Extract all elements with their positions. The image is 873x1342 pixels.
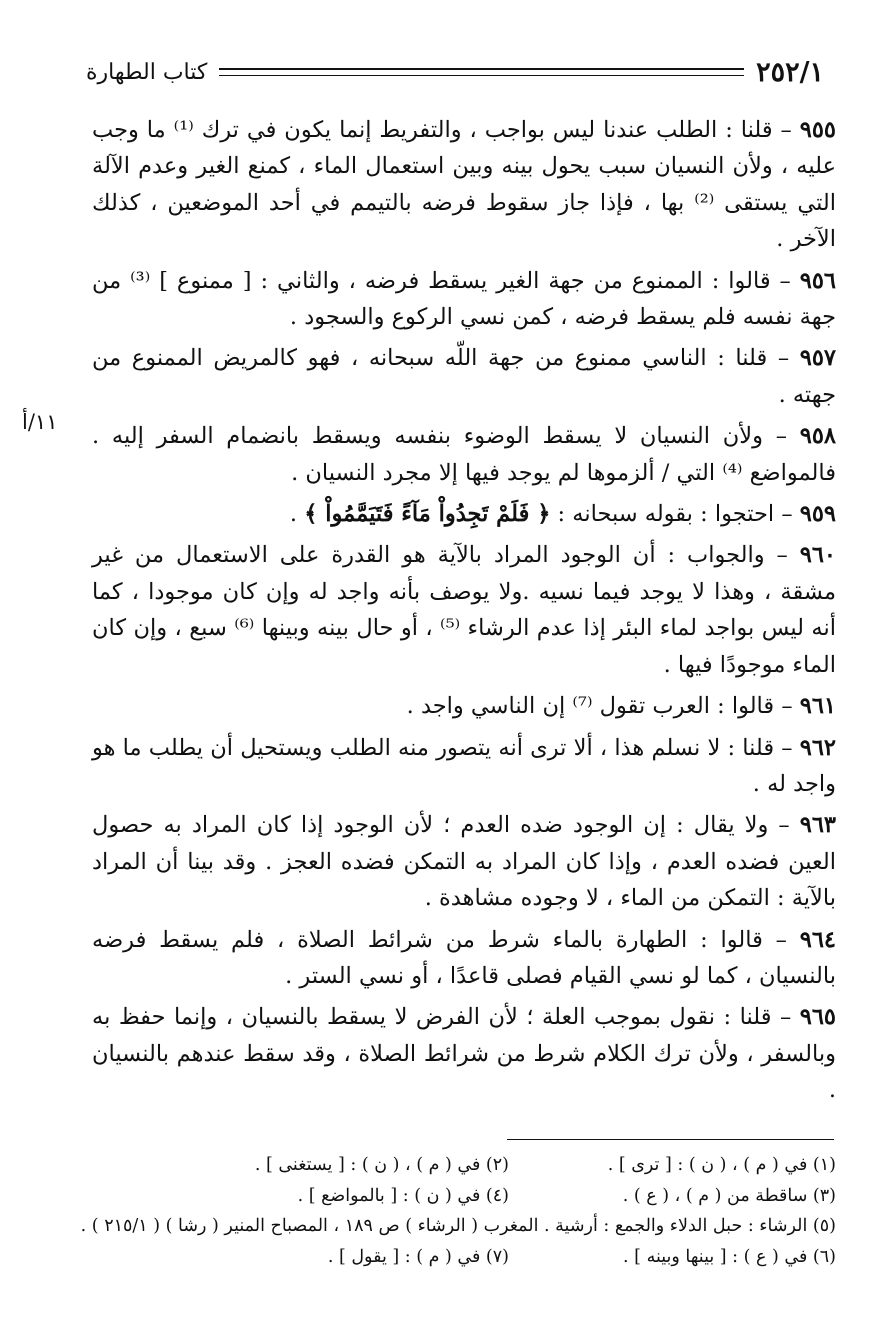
book-title: كتاب الطهارة — [86, 59, 208, 85]
footnote-7: (٧) في ( م ) : [ يقول ] . — [327, 1246, 509, 1267]
footnote-6: (٦) في ( ع ) : [ بينها وبينه ] . — [623, 1246, 836, 1267]
paragraph-text: – ولأن النسيان لا يسقط الوضوء بنفسه ويسقط بانضمام السفر إليه . فالمواضع ⁽⁴⁾ التي / ألزموها لم يوجد فيها إلا مجرد النسيان . — [92, 423, 836, 486]
paragraph-964 — [92, 922, 836, 995]
paragraph-text: – والجواب : أن الوجود المراد بالآية هو القدرة على الاستعمال من غير مشقة ، وهذا لا يوجد فيما نسيه .ولا يوصف بأنه واجد له وإن كان موجودا ، كما أنه ليس بواجد لماء البئر إذا عدم الرشاء ⁽⁵⁾ ، أو حال بينه وبينها ⁽⁶⁾ سبع ، وإن كان الماء موجودًا فيها . — [92, 542, 837, 678]
footnote-row — [80, 1211, 836, 1242]
footnote-row — [100, 1242, 836, 1273]
paragraph-number: ٩٥٨ — [799, 423, 836, 450]
main-text — [92, 112, 836, 1114]
footnote-1: (١) في ( م ) ، ( ن ) : [ ترى ] . — [607, 1155, 836, 1175]
paragraph-965 — [92, 999, 836, 1108]
paragraph-tail: . — [289, 501, 305, 528]
paragraph-number: ٩٦١ — [799, 693, 836, 720]
paragraph-text: – قلنا : لا نسلم هذا ، ألا ترى أنه يتصور منه الطلب ويستحيل أن يطلب ما هو واجد له . — [92, 734, 836, 797]
paragraph-number: ٩٦٠ — [799, 542, 836, 569]
paragraph-text: – احتجوا : بقوله سبحانه : — [550, 501, 800, 528]
paragraph-962 — [92, 730, 836, 803]
header-rule — [219, 68, 744, 76]
paragraph-956 — [92, 263, 836, 336]
paragraph-957 — [92, 340, 836, 413]
footnotes — [80, 1150, 836, 1272]
paragraph-960 — [92, 537, 836, 683]
page-number: ٢٥٢/١ — [756, 56, 824, 88]
paragraph-text: – قلنا : الطلب عندنا ليس بواجب ، والتفريط إنما يكون في ترك ⁽¹⁾ ما وجب عليه ، ولأن النسيان سبب يحول بينه وبين استعمال الماء ، كمنع الغير وعدم الآلة التي يستقى ⁽²⁾ بها ، فإذا جاز سقوط فرضه بالتيمم في أحد الموضعين ، كذلك الآخر . — [92, 117, 836, 253]
footnote-5: (٥) الرشاء : حبل الدلاء والجمع : أرشية . المغرب ( الرشاء ) ص ١٨٩ ، المصباح المنير ( رشا ) ( ٢١٥/١ ) . — [80, 1216, 836, 1236]
paragraph-text: – قلنا : الناسي ممنوع من جهة اللّه سبحانه ، فهو كالمريض الممنوع من جهته . — [92, 345, 836, 408]
paragraph-963 — [92, 807, 836, 916]
paragraph-961 — [92, 688, 836, 724]
paragraph-number: ٩٦٣ — [799, 812, 836, 839]
paragraph-number: ٩٥٥ — [799, 117, 836, 143]
paragraph-text: – ولا يقال : إن الوجود ضده العدم ؛ لأن الوجود إذا كان المراد به حصول العين فضده العدم ، وإذا كان المراد به التمكن فضده العجز . وقد بينا أن المراد بالآية : التمكن من الماء ، لا وجوده مشاهدة . — [92, 812, 836, 912]
quran-verse: ﴿ فَلَمْ تَجِدُواْ مَآءً فَتَيَمَّمُواْ ﴾ — [304, 501, 551, 528]
paragraph-959 — [92, 496, 836, 532]
footnote-3: (٣) ساقطة من ( م ) ، ( ع ) . — [622, 1185, 836, 1206]
paragraph-number: ٩٥٦ — [799, 267, 837, 294]
paragraph-text: – قالوا : الممنوع من جهة الغير يسقط فرضه ، والثاني : [ ممنوع ] ⁽³⁾ من جهة نفسه فلم يسقط فرضه ، كمن نسي الركوع والسجود . — [92, 267, 836, 331]
margin-folio-note: ١١/أ — [22, 410, 58, 434]
paragraph-text: – قالوا : الطهارة بالماء شرط من شرائط الصلاة ، فلم يسقط فرضه بالنسيان ، كما لو نسي القيام فصلى قاعدًا ، أو نسي الستر . — [92, 926, 836, 989]
paragraph-number: ٩٦٥ — [799, 1004, 836, 1031]
paragraph-955 — [92, 112, 836, 258]
footnote-rule — [507, 1139, 834, 1140]
paragraph-text: – قلنا : نقول بموجب العلة ؛ لأن الفرض لا يسقط بالنسيان ، وإنما حفظ به وبالسفر ، ولأن ترك الكلام شرط من شرائط الصلاة ، وقد سقط عندهم بالنسيان . — [92, 1004, 836, 1104]
paragraph-text: – قالوا : العرب تقول ⁽⁷⁾ إن الناسي واجد . — [406, 693, 800, 720]
footnote-row — [100, 1150, 836, 1181]
paragraph-number: ٩٦٤ — [799, 926, 836, 953]
paragraph-958 — [92, 418, 836, 491]
paragraph-number: ٩٥٧ — [799, 345, 836, 372]
footnote-2: (٢) في ( م ) ، ( ن ) : [ يستغنى ] . — [254, 1155, 509, 1175]
running-header — [86, 52, 824, 92]
footnote-4: (٤) في ( ن ) : [ بالمواضع ] . — [297, 1185, 509, 1206]
paragraph-number: ٩٥٩ — [799, 501, 836, 528]
footnote-row — [100, 1181, 836, 1212]
paragraph-number: ٩٦٢ — [799, 734, 836, 761]
